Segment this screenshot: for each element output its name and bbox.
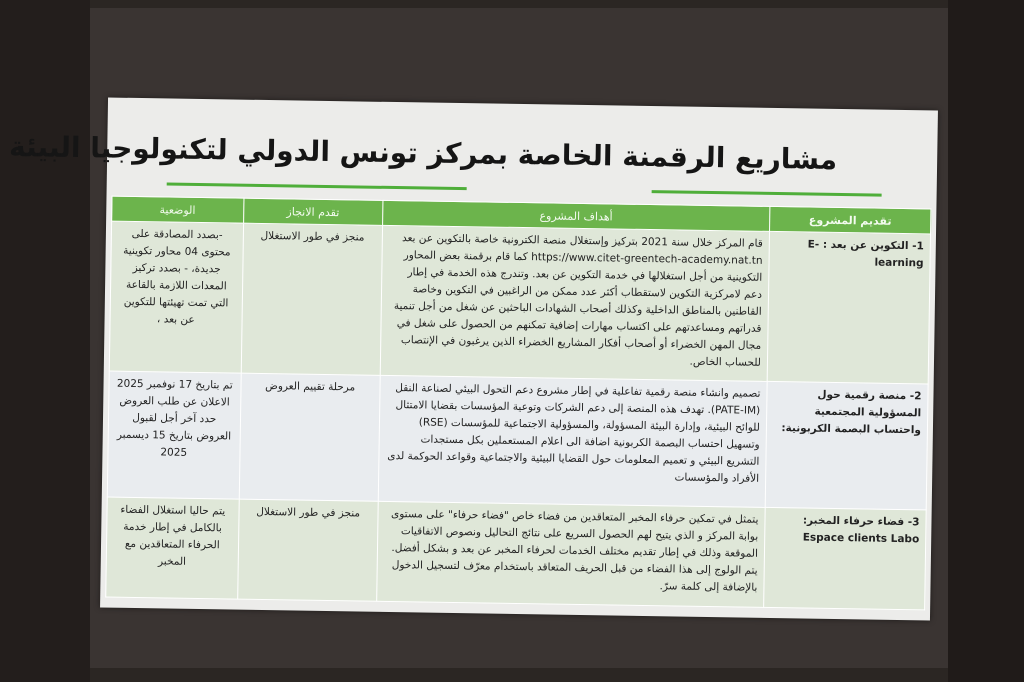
cell-progress: منجز في طور الاستغلال (237, 499, 378, 601)
cell-status: -بصدد المصادقة على محتوى 04 محاور تكوينية جديدة، - بصدد تركيز المعدات اللازمة بالقاعة التي تمت تهيئتها للتكوين عن بعد ، (109, 221, 243, 373)
title-underline (652, 190, 882, 197)
header-project: تقديم المشروع (769, 206, 930, 234)
cell-project: 2- منصة رقمية حول المسؤولية المجتمعية واحتساب البصمة الكربونية: (765, 381, 928, 510)
slide-title: مشاريع الرقمنة الخاصة بمركز تونس الدولي لتكنولوجيا البيئة (8, 129, 838, 176)
cell-project: 1- التكوين عن بعد : E-learning (767, 231, 930, 384)
table-row (107, 371, 928, 510)
room-wall-right (948, 0, 1024, 682)
cell-progress: مرحلة تقييم العروض (239, 373, 380, 501)
room-wall-left (0, 0, 90, 682)
cell-goals: تصميم وانشاء منصة رقمية تفاعلية في إطار مشروع دعم التحول البيئي لصناعة النقل (PATE-IM). تهدف هذه المنصة إلى دعم الشركات وتوعية المؤسسات بقضايا الامتثال للوائح البيئية، وإدارة البيئة المسؤولة، والمسؤولية الاجتماعية للمؤسسات (RSE) وتسهيل احتساب البصمة الكربونية اضافة الى اعلام المستعملين بكل مستجدات التشريع البيئي و تعميم المعلومات حول القضايا البيئية والاجتماعية وقواعد الحوكمة لدى الأفراد والمؤسسات (378, 375, 767, 507)
cell-goals: يتمثل في تمكين حرفاء المخبر المتعاقدين من فضاء خاص "فضاء حرفاء" على مستوى بوابة المركز و الذي يتيح لهم الحصول السريع على نتائج التحاليل ونصوص الاتفاقيات الموقعة وذلك في إطار تقديم مختلف الخدمات لحرفاء المخبر عن بعد و بشكل أفضل. يتم الولوج إلى هذا الفضاء من قبل الحريف المتعاقد باستخدام معرّف لتسجيل الدخول بالإضافة إلى كلمة سرّ. (376, 501, 765, 607)
cell-progress: منجز في طور الاستغلال (241, 223, 383, 375)
table-row (106, 497, 926, 610)
header-goals: أهداف المشروع (382, 200, 770, 231)
cell-goals: قام المركز خلال سنة 2021 بتركيز وإستغلال منصة الكترونية خاصة بالتكوين عن بعد https://www.citet-greentech-academy.nat.tn كما قام برقمنة بعض المحاور التكوينية من أجل استغلالها في خدمة التكوين عن بعد. وتندرج هذه الخدمة في إطار دعم لامركزية التكوين لاستقطاب أكثر عدد ممكن من الراغبين في التكوين وخاصة القاطنين بالمناطق الداخلية وكذلك أصحاب الشهادات الباحثين عن شغل من أجل تنمية قدراتهم ومساعدتهم على اكتساب مهارات إضافية تمكنهم من الحصول على شغل في مجال المهن الخضراء أو أصحاب أفكار المشاريع الخضراء الذين يرغبون في الإنتصاب للحساب الخاص. (380, 225, 770, 381)
table-row (109, 221, 930, 384)
presentation-slide (8, 98, 938, 621)
cell-project: 3- فضاء حرفاء المخبر: Espace clients Labo (764, 507, 927, 610)
projects-table (105, 196, 931, 611)
header-status: الوضعية (112, 196, 244, 223)
cell-status: يتم حاليا استغلال الفضاء بالكامل في إطار خدمة الحرفاء المتعاقدين مع المخبر (106, 497, 239, 599)
title-underline (167, 182, 467, 190)
cell-status: تم بتاريخ 17 نوفمبر 2025 الاعلان عن طلب العروض حدد آخر أجل لقبول العروض بتاريخ 15 ديسمبر 2025 (107, 371, 240, 499)
header-progress: تقدم الانجاز (243, 198, 383, 225)
